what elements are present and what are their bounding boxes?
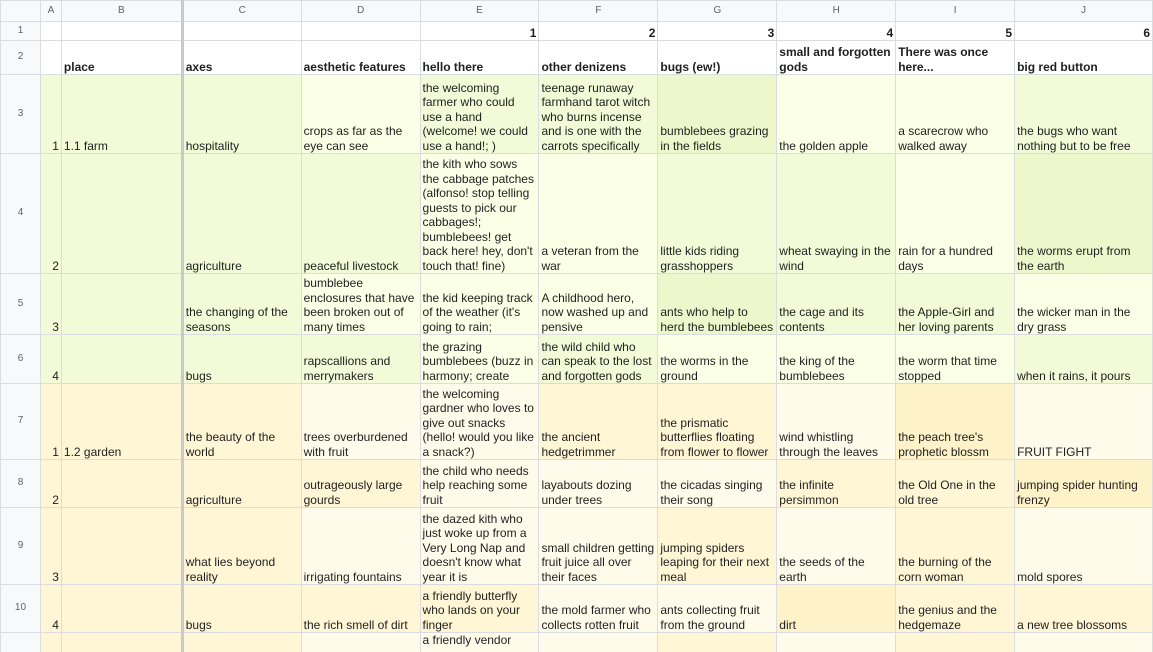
cell[interactable]: rapscallions and merrymakers: [301, 335, 420, 384]
cell[interactable]: the cage and its contents: [777, 274, 896, 335]
header-cell-aesthetic[interactable]: aesthetic features: [301, 41, 420, 75]
cell[interactable]: the genius and the hedgemaze: [896, 585, 1015, 633]
select-all-corner[interactable]: [1, 1, 41, 22]
cell[interactable]: a friendly vendor: [420, 633, 539, 652]
cell[interactable]: 1: [40, 75, 61, 154]
cell[interactable]: teenage runaway farmhand tarot witch who burns incense and is one with the carrots specifically: [539, 75, 658, 154]
cell[interactable]: A childhood hero, now washed up and pensive: [539, 274, 658, 335]
cell[interactable]: agriculture: [182, 154, 301, 274]
column-header-a[interactable]: A: [40, 1, 61, 22]
table-row: [1, 384, 1153, 460]
cell[interactable]: ants collecting fruit from the ground: [658, 585, 777, 633]
cell[interactable]: [301, 633, 420, 652]
cell[interactable]: the infinite persimmon: [777, 460, 896, 508]
cell[interactable]: 3: [40, 508, 61, 585]
cell[interactable]: 3: [40, 274, 61, 335]
cell[interactable]: rain for a hundred days: [896, 154, 1015, 274]
cell[interactable]: the beauty of the world: [182, 384, 301, 460]
cell[interactable]: 2: [40, 460, 61, 508]
column-header-f[interactable]: F: [539, 1, 658, 22]
cell[interactable]: 2: [539, 22, 658, 41]
cell[interactable]: 1: [40, 384, 61, 460]
row-header[interactable]: 9: [1, 508, 41, 585]
cell[interactable]: the kith who sows the cabbage patches (alfonso! stop telling guests to pick our cabbages!; bumblebees! get back here! hey, don't touch that! fine): [420, 154, 539, 274]
cell[interactable]: [61, 508, 182, 585]
cell[interactable]: bumblebee enclosures that have been broken out of many times: [301, 274, 420, 335]
row-header[interactable]: 8: [1, 460, 41, 508]
cell[interactable]: small children getting fruit juice all over their faces: [539, 508, 658, 585]
cell[interactable]: [61, 335, 182, 384]
cell[interactable]: 1.2 garden: [61, 384, 182, 460]
cell[interactable]: jumping spider hunting frenzy: [1015, 460, 1153, 508]
row-header[interactable]: 1: [1, 22, 41, 41]
cell[interactable]: a friendly butterfly who lands on your finger: [420, 585, 539, 633]
header-cell-denizens[interactable]: other denizens: [539, 41, 658, 75]
cell[interactable]: layabouts dozing under trees: [539, 460, 658, 508]
cell[interactable]: the changing of the seasons: [182, 274, 301, 335]
cell[interactable]: the prismatic butterflies floating from flower to flower: [658, 384, 777, 460]
cell[interactable]: [301, 22, 420, 41]
cell[interactable]: the wild child who can speak to the lost and forgotten gods: [539, 335, 658, 384]
cell[interactable]: the dazed kith who just woke up from a Very Long Nap and doesn't know what year it is: [420, 508, 539, 585]
cell[interactable]: the king of the bumblebees: [777, 335, 896, 384]
cell[interactable]: [40, 41, 61, 75]
cell[interactable]: the welcoming gardner who loves to give out snacks (hello! would you like a snack?): [420, 384, 539, 460]
cell[interactable]: outrageously large gourds: [301, 460, 420, 508]
table-row: [1, 460, 1153, 508]
cell[interactable]: the golden apple: [777, 75, 896, 154]
cell[interactable]: [1015, 633, 1153, 652]
cell[interactable]: irrigating fountains: [301, 508, 420, 585]
cell[interactable]: [61, 22, 182, 41]
cell[interactable]: the wicker man in the dry grass: [1015, 274, 1153, 335]
column-header-h[interactable]: H: [777, 1, 896, 22]
cell[interactable]: [61, 633, 182, 652]
table-row: [1, 41, 1153, 75]
cell[interactable]: 4: [777, 22, 896, 41]
cell[interactable]: jumping spiders leaping for their next meal: [658, 508, 777, 585]
cell[interactable]: dirt: [777, 585, 896, 633]
table-row: [1, 154, 1153, 274]
column-header-b[interactable]: B: [61, 1, 182, 22]
cell[interactable]: a new tree blossoms: [1015, 585, 1153, 633]
cell[interactable]: 1.1 farm: [61, 75, 182, 154]
row-header[interactable]: 3: [1, 75, 41, 154]
cell[interactable]: [658, 633, 777, 652]
row-header[interactable]: 6: [1, 335, 41, 384]
cell[interactable]: 2: [40, 154, 61, 274]
cell[interactable]: the mold farmer who collects rotten fruit: [539, 585, 658, 633]
cell[interactable]: the Old One in the old tree: [896, 460, 1015, 508]
cell[interactable]: hospitality: [182, 75, 301, 154]
column-header-c[interactable]: C: [182, 1, 301, 22]
column-header-j[interactable]: J: [1015, 1, 1153, 22]
cell[interactable]: a veteran from the war: [539, 154, 658, 274]
row-header[interactable]: 2: [1, 41, 41, 75]
cell[interactable]: trees overburdened with fruit: [301, 384, 420, 460]
cell[interactable]: 3: [658, 22, 777, 41]
cell[interactable]: [896, 633, 1015, 652]
table-row: [1, 75, 1153, 154]
header-cell-once-here[interactable]: There was once here...: [896, 41, 1015, 75]
table-row: [1, 335, 1153, 384]
cell[interactable]: a scarecrow who walked away: [896, 75, 1015, 154]
row-header[interactable]: 7: [1, 384, 41, 460]
row-header[interactable]: 5: [1, 274, 41, 335]
column-header-i[interactable]: I: [896, 1, 1015, 22]
cell[interactable]: [182, 22, 301, 41]
cell[interactable]: bumblebees grazing in the fields: [658, 75, 777, 154]
cell[interactable]: 1: [420, 22, 539, 41]
column-header-row: [1, 1, 1153, 22]
column-header-d[interactable]: D: [301, 1, 420, 22]
header-cell-place[interactable]: place: [61, 41, 182, 75]
cell[interactable]: bugs: [182, 335, 301, 384]
cell[interactable]: the cicadas singing their song: [658, 460, 777, 508]
cell[interactable]: mold spores: [1015, 508, 1153, 585]
column-header-e[interactable]: E: [420, 1, 539, 22]
cell[interactable]: the child who needs help reaching some fruit: [420, 460, 539, 508]
cell[interactable]: little kids riding grasshoppers: [658, 154, 777, 274]
header-cell-gods[interactable]: small and forgotten gods: [777, 41, 896, 75]
header-cell-hello[interactable]: hello there: [420, 41, 539, 75]
cell[interactable]: [40, 22, 61, 41]
table-row: [1, 585, 1153, 633]
cell[interactable]: what lies beyond reality: [182, 508, 301, 585]
cell[interactable]: wheat swaying in the wind: [777, 154, 896, 274]
cell[interactable]: 4: [40, 335, 61, 384]
cell[interactable]: [40, 633, 61, 652]
cell[interactable]: the welcoming farmer who could use a hand (welcome! we could use a hand!; ): [420, 75, 539, 154]
cell[interactable]: the burning of the corn woman: [896, 508, 1015, 585]
table-row: [1, 508, 1153, 585]
cell[interactable]: [182, 633, 301, 652]
cell[interactable]: the peach tree's prophetic blossm: [896, 384, 1015, 460]
table-row: [1, 633, 1153, 652]
header-cell-red-button[interactable]: big red button: [1015, 41, 1153, 75]
cell[interactable]: crops as far as the eye can see: [301, 75, 420, 154]
cell[interactable]: [61, 154, 182, 274]
cell[interactable]: the worms erupt from the earth: [1015, 154, 1153, 274]
cell[interactable]: the kid keeping track of the weather (it's going to rain;: [420, 274, 539, 335]
cell[interactable]: [61, 585, 182, 633]
header-cell-axes[interactable]: axes: [182, 41, 301, 75]
cell[interactable]: the Apple-Girl and her loving parents: [896, 274, 1015, 335]
cell[interactable]: 6: [1015, 22, 1153, 41]
cell[interactable]: [61, 274, 182, 335]
cell[interactable]: ants who help to herd the bumblebees: [658, 274, 777, 335]
cell[interactable]: 5: [896, 22, 1015, 41]
cell[interactable]: the bugs who want nothing but to be free: [1015, 75, 1153, 154]
column-header-g[interactable]: G: [658, 1, 777, 22]
cell[interactable]: bugs: [182, 585, 301, 633]
header-cell-bugs[interactable]: bugs (ew!): [658, 41, 777, 75]
cell[interactable]: the worm that time stopped: [896, 335, 1015, 384]
cell[interactable]: agriculture: [182, 460, 301, 508]
row-header[interactable]: 10: [1, 585, 41, 633]
cell[interactable]: [61, 460, 182, 508]
cell[interactable]: the rich smell of dirt: [301, 585, 420, 633]
cell[interactable]: peaceful livestock: [301, 154, 420, 274]
cell[interactable]: the ancient hedgetrimmer: [539, 384, 658, 460]
cell[interactable]: [539, 633, 658, 652]
cell[interactable]: the grazing bumblebees (buzz in harmony; create: [420, 335, 539, 384]
cell[interactable]: when it rains, it pours: [1015, 335, 1153, 384]
table-row: [1, 22, 1153, 41]
cell[interactable]: 4: [40, 585, 61, 633]
cell[interactable]: the seeds of the earth: [777, 508, 896, 585]
row-header[interactable]: [1, 633, 41, 652]
cell[interactable]: the worms in the ground: [658, 335, 777, 384]
cell[interactable]: [777, 633, 896, 652]
table-row: [1, 274, 1153, 335]
row-header[interactable]: 4: [1, 154, 41, 274]
cell[interactable]: FRUIT FIGHT: [1015, 384, 1153, 460]
cell[interactable]: wind whistling through the leaves: [777, 384, 896, 460]
